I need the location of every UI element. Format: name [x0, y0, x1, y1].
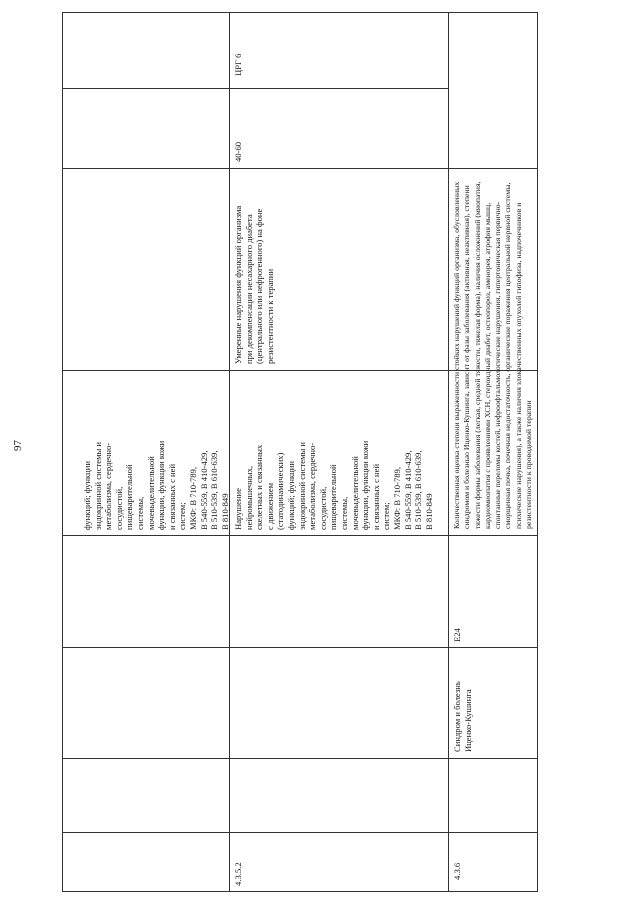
- cell-functions-continued: функций; функции эндокринной системы и метаболизма, сердечно- сосудистой, пищеварительной системы, мочевыделительной функции, функции кожи и связанных с ней систем; МКФ: В 710-789, В 540-559, В 410-429, В 510-539, В 610-639, В 810-849: [82, 440, 230, 530]
- cell-description-4352: Умеренные нарушения функций организма при декомпенсации несахарного диабета (центрального или нефрогенного) на фоне резистентности к терапии: [233, 205, 275, 364]
- cell-icd-436: E24: [452, 628, 462, 642]
- cell-code-4352: 4.3.5.2: [233, 862, 243, 886]
- col-line-functions: [62, 535, 538, 536]
- cell-code-436: 4.3.6: [452, 862, 462, 880]
- cell-note-436: Количественная оценка степени выраженности стойких нарушений функций организма, обусловленных синдромом и болезнью Иценко-Кушинга, зависит от фазы заболевания (активная, неактивная), степени тяжести формы заболевания (легкая, средней тяжести, тяжелая форма), наличия осложнений (миопатия, кардиомиопатия с проявлениями ХСН, стероидный диабет, остеопороз, аменорея, атрофия мышц, спонтанные переломы костей, нефроофтальмологические нарушения, гипертоническая первично- сморщенная почка, почечная недостаточность, органические поражения центральной нервной системы, психические нарушения), а также наличия злокачественных опухолей гипофиза, надпочечников и резистентности к проводимой терапии: [452, 181, 534, 529]
- table-divider-row2: [448, 12, 449, 892]
- cell-disease-436: Синдром и болезнь Иценко-Кушинга: [452, 681, 473, 752]
- col-line-tsrg: [62, 168, 538, 169]
- cell-functions-4352: Нарушение нейромышечных, скелетных и связанных с движением (статодинамических) функций; функции эндокринной системы и метаболизма, сердечно- сосудистой, пищеварительной системы, мочевыделительной функции, функции кожи и связанных с ней систем; МКФ: В 710-789, В 540-559, В 410-429, В 510-539, В 610-639, В 810-849: [233, 440, 434, 530]
- col-line-code: [62, 832, 538, 833]
- cell-tsrg-4352: ЦРГ 6: [233, 53, 243, 76]
- cell-percent-4352: 40-60: [233, 141, 243, 162]
- page-number: 97: [12, 440, 24, 451]
- col-line-icd: [62, 647, 538, 648]
- col-line-percent: [62, 88, 448, 89]
- col-line-disease: [62, 758, 538, 759]
